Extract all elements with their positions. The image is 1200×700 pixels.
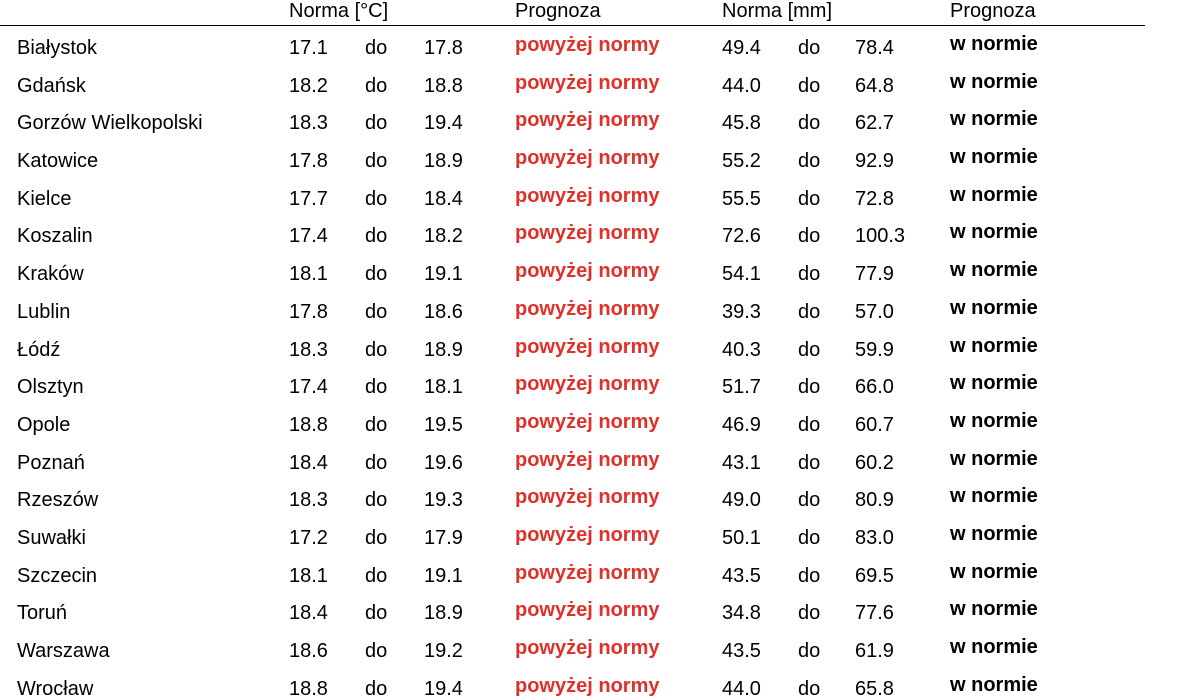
table-row <box>0 142 1200 180</box>
precip-forecast: w normie <box>950 522 1038 545</box>
precip-norm-min: 43.5 <box>722 564 761 587</box>
precip-forecast: w normie <box>950 259 1038 282</box>
temp-forecast: powyżej normy <box>515 71 660 94</box>
precip-norm-max: 66.0 <box>855 376 894 399</box>
temp-forecast: powyżej normy <box>515 297 660 320</box>
temp-forecast: powyżej normy <box>515 222 660 245</box>
precip-range-separator: do <box>798 225 821 248</box>
precip-forecast: w normie <box>950 447 1038 470</box>
temp-norm-min: 18.6 <box>289 640 328 662</box>
temp-range-separator: do <box>365 677 388 700</box>
precip-norm-min: 43.5 <box>722 640 761 662</box>
precip-norm-max: 60.7 <box>855 413 894 436</box>
precip-forecast: w normie <box>950 108 1038 131</box>
temp-range-separator: do <box>365 225 388 248</box>
precip-norm-max: 64.8 <box>855 74 894 97</box>
precip-norm-min: 44.0 <box>722 677 761 700</box>
precip-norm-max: 77.6 <box>855 602 894 625</box>
precip-range-separator: do <box>798 640 821 662</box>
temp-norm-min: 18.8 <box>289 413 328 436</box>
temp-forecast: powyżej normy <box>515 260 660 283</box>
table-row <box>0 67 1200 105</box>
temp-range-separator: do <box>365 187 388 210</box>
precip-norm-max: 59.9 <box>855 338 894 361</box>
temp-norm-min: 17.7 <box>289 187 328 210</box>
city-name: Kraków <box>17 263 84 286</box>
precip-range-separator: do <box>798 489 821 512</box>
precip-norm-min: 51.7 <box>722 376 761 399</box>
table-row <box>0 444 1200 482</box>
precip-forecast: w normie <box>950 560 1038 583</box>
temp-forecast: powyżej normy <box>515 523 660 546</box>
precip-norm-max: 57.0 <box>855 300 894 323</box>
temp-norm-max: 18.4 <box>424 187 463 210</box>
temp-norm-max: 18.1 <box>424 376 463 399</box>
temp-norm-min: 17.8 <box>289 150 328 173</box>
temp-forecast: powyżej normy <box>515 109 660 132</box>
precip-range-separator: do <box>798 602 821 625</box>
temp-norm-max: 18.9 <box>424 150 463 173</box>
precip-forecast: w normie <box>950 33 1038 55</box>
precip-range-separator: do <box>798 300 821 323</box>
temp-norm-min: 18.4 <box>289 602 328 625</box>
header-precip-norm: Norma [mm] <box>722 0 832 22</box>
temp-range-separator: do <box>365 413 388 436</box>
temp-norm-max: 17.9 <box>424 526 463 549</box>
temp-norm-min: 18.3 <box>289 338 328 361</box>
precip-forecast: w normie <box>950 70 1038 93</box>
precip-norm-min: 46.9 <box>722 413 761 436</box>
temp-range-separator: do <box>365 451 388 474</box>
table-row <box>0 481 1200 519</box>
table-row <box>0 217 1200 255</box>
precip-norm-min: 34.8 <box>722 602 761 625</box>
city-name: Szczecin <box>17 564 98 587</box>
temp-norm-min: 18.8 <box>289 677 328 700</box>
precip-norm-min: 55.2 <box>722 150 761 173</box>
precip-range-separator: do <box>798 564 821 587</box>
table-row <box>0 104 1200 142</box>
precip-norm-min: 45.8 <box>722 112 761 135</box>
table-row <box>0 255 1200 293</box>
precip-forecast: w normie <box>950 598 1038 621</box>
table-row <box>0 29 1200 67</box>
temp-norm-min: 18.2 <box>289 74 328 97</box>
temp-range-separator: do <box>365 489 388 512</box>
precip-range-separator: do <box>798 451 821 474</box>
table-header <box>0 0 1200 26</box>
precip-norm-max: 61.9 <box>855 640 894 662</box>
header-divider <box>0 25 1145 26</box>
city-name: Suwałki <box>17 526 86 549</box>
precip-norm-max: 83.0 <box>855 526 894 549</box>
city-name: Gdańsk <box>17 74 86 97</box>
table-row <box>0 180 1200 218</box>
precip-norm-max: 72.8 <box>855 187 894 210</box>
precip-range-separator: do <box>798 526 821 549</box>
temp-range-separator: do <box>365 640 388 662</box>
temp-norm-min: 17.4 <box>289 225 328 248</box>
header-precip-forecast: Prognoza <box>950 0 1036 22</box>
precip-norm-min: 49.0 <box>722 489 761 512</box>
precip-norm-min: 50.1 <box>722 526 761 549</box>
temp-norm-max: 19.5 <box>424 413 463 436</box>
precip-norm-min: 43.1 <box>722 451 761 474</box>
temp-range-separator: do <box>365 37 388 59</box>
precip-forecast: w normie <box>950 334 1038 357</box>
precip-range-separator: do <box>798 263 821 286</box>
temp-forecast: powyżej normy <box>515 448 660 471</box>
precip-forecast: w normie <box>950 636 1038 658</box>
table-body <box>0 29 1200 700</box>
temp-forecast: powyżej normy <box>515 561 660 584</box>
city-name: Rzeszów <box>17 489 99 512</box>
precip-range-separator: do <box>798 376 821 399</box>
precip-norm-max: 78.4 <box>855 37 894 59</box>
precip-range-separator: do <box>798 338 821 361</box>
city-name: Opole <box>17 413 71 436</box>
city-name: Wrocław <box>17 677 94 700</box>
temp-norm-max: 19.2 <box>424 640 463 662</box>
temp-norm-max: 18.2 <box>424 225 463 248</box>
temp-norm-max: 18.8 <box>424 74 463 97</box>
temp-norm-min: 18.1 <box>289 564 328 587</box>
precip-norm-max: 60.2 <box>855 451 894 474</box>
precip-norm-max: 62.7 <box>855 112 894 135</box>
table-row <box>0 331 1200 369</box>
table-row <box>0 293 1200 331</box>
temp-forecast: powyżej normy <box>515 410 660 433</box>
precip-norm-max: 100.3 <box>855 225 906 248</box>
temp-norm-min: 18.3 <box>289 489 328 512</box>
precip-norm-min: 55.5 <box>722 187 761 210</box>
temp-forecast: powyżej normy <box>515 599 660 622</box>
temp-range-separator: do <box>365 300 388 323</box>
header-temp-forecast: Prognoza <box>515 0 601 22</box>
city-name: Toruń <box>17 602 68 625</box>
precip-forecast: w normie <box>950 372 1038 395</box>
temp-norm-max: 18.9 <box>424 602 463 625</box>
temp-forecast: powyżej normy <box>515 34 660 56</box>
city-name: Katowice <box>17 150 99 173</box>
precip-norm-max: 77.9 <box>855 263 894 286</box>
table-row <box>0 670 1200 700</box>
temp-range-separator: do <box>365 338 388 361</box>
temp-norm-min: 17.8 <box>289 300 328 323</box>
precip-range-separator: do <box>798 150 821 173</box>
precip-forecast: w normie <box>950 183 1038 206</box>
temp-norm-min: 17.2 <box>289 526 328 549</box>
precip-norm-min: 40.3 <box>722 338 761 361</box>
temp-norm-max: 19.6 <box>424 451 463 474</box>
temp-range-separator: do <box>365 376 388 399</box>
temp-range-separator: do <box>365 150 388 173</box>
precip-range-separator: do <box>798 413 821 436</box>
temp-range-separator: do <box>365 263 388 286</box>
table-row <box>0 557 1200 595</box>
city-name: Gorzów Wielkopolski <box>17 112 203 135</box>
temp-norm-max: 18.6 <box>424 300 463 323</box>
precip-range-separator: do <box>798 677 821 700</box>
precip-forecast: w normie <box>950 146 1038 169</box>
temp-forecast: powyżej normy <box>515 486 660 509</box>
precip-norm-max: 92.9 <box>855 150 894 173</box>
precip-forecast: w normie <box>950 673 1038 696</box>
precip-forecast: w normie <box>950 296 1038 319</box>
precip-norm-max: 65.8 <box>855 677 894 700</box>
temp-norm-max: 19.4 <box>424 112 463 135</box>
precip-range-separator: do <box>798 74 821 97</box>
temp-range-separator: do <box>365 602 388 625</box>
temp-forecast: powyżej normy <box>515 335 660 358</box>
city-name: Olsztyn <box>17 376 84 399</box>
table-row <box>0 594 1200 632</box>
precip-norm-min: 72.6 <box>722 225 761 248</box>
precip-norm-max: 80.9 <box>855 489 894 512</box>
table-row <box>0 368 1200 406</box>
temp-forecast: powyżej normy <box>515 147 660 170</box>
temp-norm-max: 17.8 <box>424 37 463 59</box>
header-temp-norm: Norma [°C] <box>289 0 389 22</box>
temp-forecast: powyżej normy <box>515 373 660 396</box>
precip-norm-min: 39.3 <box>722 300 761 323</box>
temp-norm-min: 17.4 <box>289 376 328 399</box>
precip-range-separator: do <box>798 37 821 59</box>
city-name: Poznań <box>17 451 85 474</box>
temp-norm-max: 19.1 <box>424 263 463 286</box>
city-name: Kielce <box>17 187 72 210</box>
temp-range-separator: do <box>365 526 388 549</box>
table-row <box>0 519 1200 557</box>
precip-norm-min: 49.4 <box>722 37 761 59</box>
precip-forecast: w normie <box>950 221 1038 244</box>
precip-norm-min: 54.1 <box>722 263 761 286</box>
temp-range-separator: do <box>365 74 388 97</box>
temp-range-separator: do <box>365 112 388 135</box>
precip-norm-min: 44.0 <box>722 74 761 97</box>
temp-norm-max: 19.4 <box>424 677 463 700</box>
temp-norm-min: 18.1 <box>289 263 328 286</box>
temp-range-separator: do <box>365 564 388 587</box>
city-name: Warszawa <box>17 640 110 662</box>
precip-range-separator: do <box>798 187 821 210</box>
temp-forecast: powyżej normy <box>515 674 660 697</box>
temp-norm-max: 18.9 <box>424 338 463 361</box>
temp-forecast: powyżej normy <box>515 184 660 207</box>
precip-forecast: w normie <box>950 485 1038 508</box>
city-name: Koszalin <box>17 225 93 248</box>
table-row <box>0 632 1200 670</box>
temp-forecast: powyżej normy <box>515 637 660 659</box>
table-row <box>0 406 1200 444</box>
precip-range-separator: do <box>798 112 821 135</box>
temp-norm-min: 18.4 <box>289 451 328 474</box>
temp-norm-max: 19.3 <box>424 489 463 512</box>
precip-forecast: w normie <box>950 409 1038 432</box>
city-name: Lublin <box>17 300 71 323</box>
city-name: Białystok <box>17 37 98 59</box>
temp-norm-max: 19.1 <box>424 564 463 587</box>
temp-norm-min: 17.1 <box>289 37 328 59</box>
precip-norm-max: 69.5 <box>855 564 894 587</box>
temp-norm-min: 18.3 <box>289 112 328 135</box>
city-name: Łódź <box>17 338 61 361</box>
